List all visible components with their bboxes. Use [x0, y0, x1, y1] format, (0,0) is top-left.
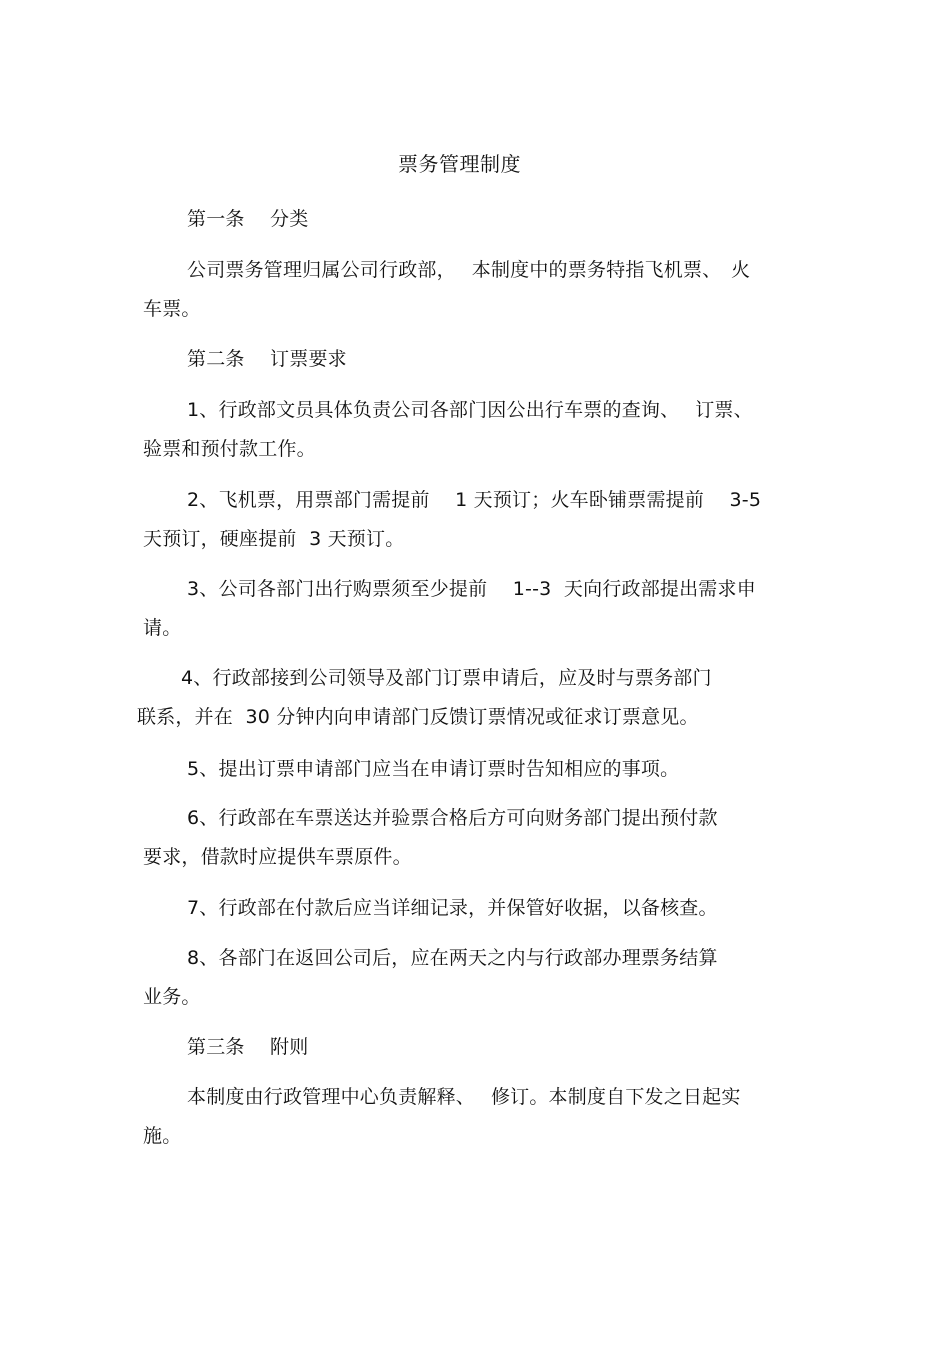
item-2-line-1: 2、飞机票，用票部门需提前 1 天预订；火车卧铺票需提前 3-5 — [187, 489, 762, 511]
item-8-line-2: 业务。 — [143, 986, 201, 1008]
item-1-line-2: 验票和预付款工作。 — [143, 438, 316, 460]
article-1-text-line-1: 公司票务管理归属公司行政部， 本制度中的票务特指飞机票、 火 — [187, 259, 751, 281]
document-title: 票务管理制度 — [398, 152, 521, 176]
article-3-text-line-2: 施。 — [143, 1125, 182, 1147]
item-5-line-1: 5、提出订票申请部门应当在申请订票时告知相应的事项。 — [187, 758, 680, 780]
article-2-heading: 第二条 订票要求 — [187, 348, 347, 370]
item-3-line-2: 请。 — [143, 617, 182, 639]
item-7-line-1: 7、行政部在付款后应当详细记录，并保管好收据，以备核查。 — [187, 897, 718, 919]
item-6-line-2: 要求，借款时应提供车票原件。 — [143, 846, 412, 868]
item-3-line-1: 3、公司各部门出行购票须至少提前 1--3 天向行政部提出需求申 — [187, 578, 756, 600]
item-6-line-1: 6、行政部在车票送达并验票合格后方可向财务部门提出预付款 — [187, 807, 718, 829]
article-3-text-line-1: 本制度由行政管理中心负责解释、 修订。本制度自下发之日起实 — [187, 1086, 741, 1108]
article-3-heading: 第三条 附则 — [187, 1036, 309, 1058]
item-4-line-2: 联系，并在 30 分钟内向申请部门反馈订票情况或征求订票意见。 — [137, 706, 699, 728]
item-4-line-1: 4、行政部接到公司领导及部门订票申请后，应及时与票务部门 — [181, 667, 712, 689]
article-1-heading: 第一条 分类 — [187, 208, 309, 230]
item-1-line-1: 1、行政部文员具体负责公司各部门因公出行车票的查询、 订票、 — [187, 399, 753, 421]
article-1-text-line-2: 车票。 — [143, 298, 201, 320]
item-8-line-1: 8、各部门在返回公司后，应在两天之内与行政部办理票务结算 — [187, 947, 718, 969]
item-2-line-2: 天预订，硬座提前 3 天预订。 — [143, 528, 405, 550]
